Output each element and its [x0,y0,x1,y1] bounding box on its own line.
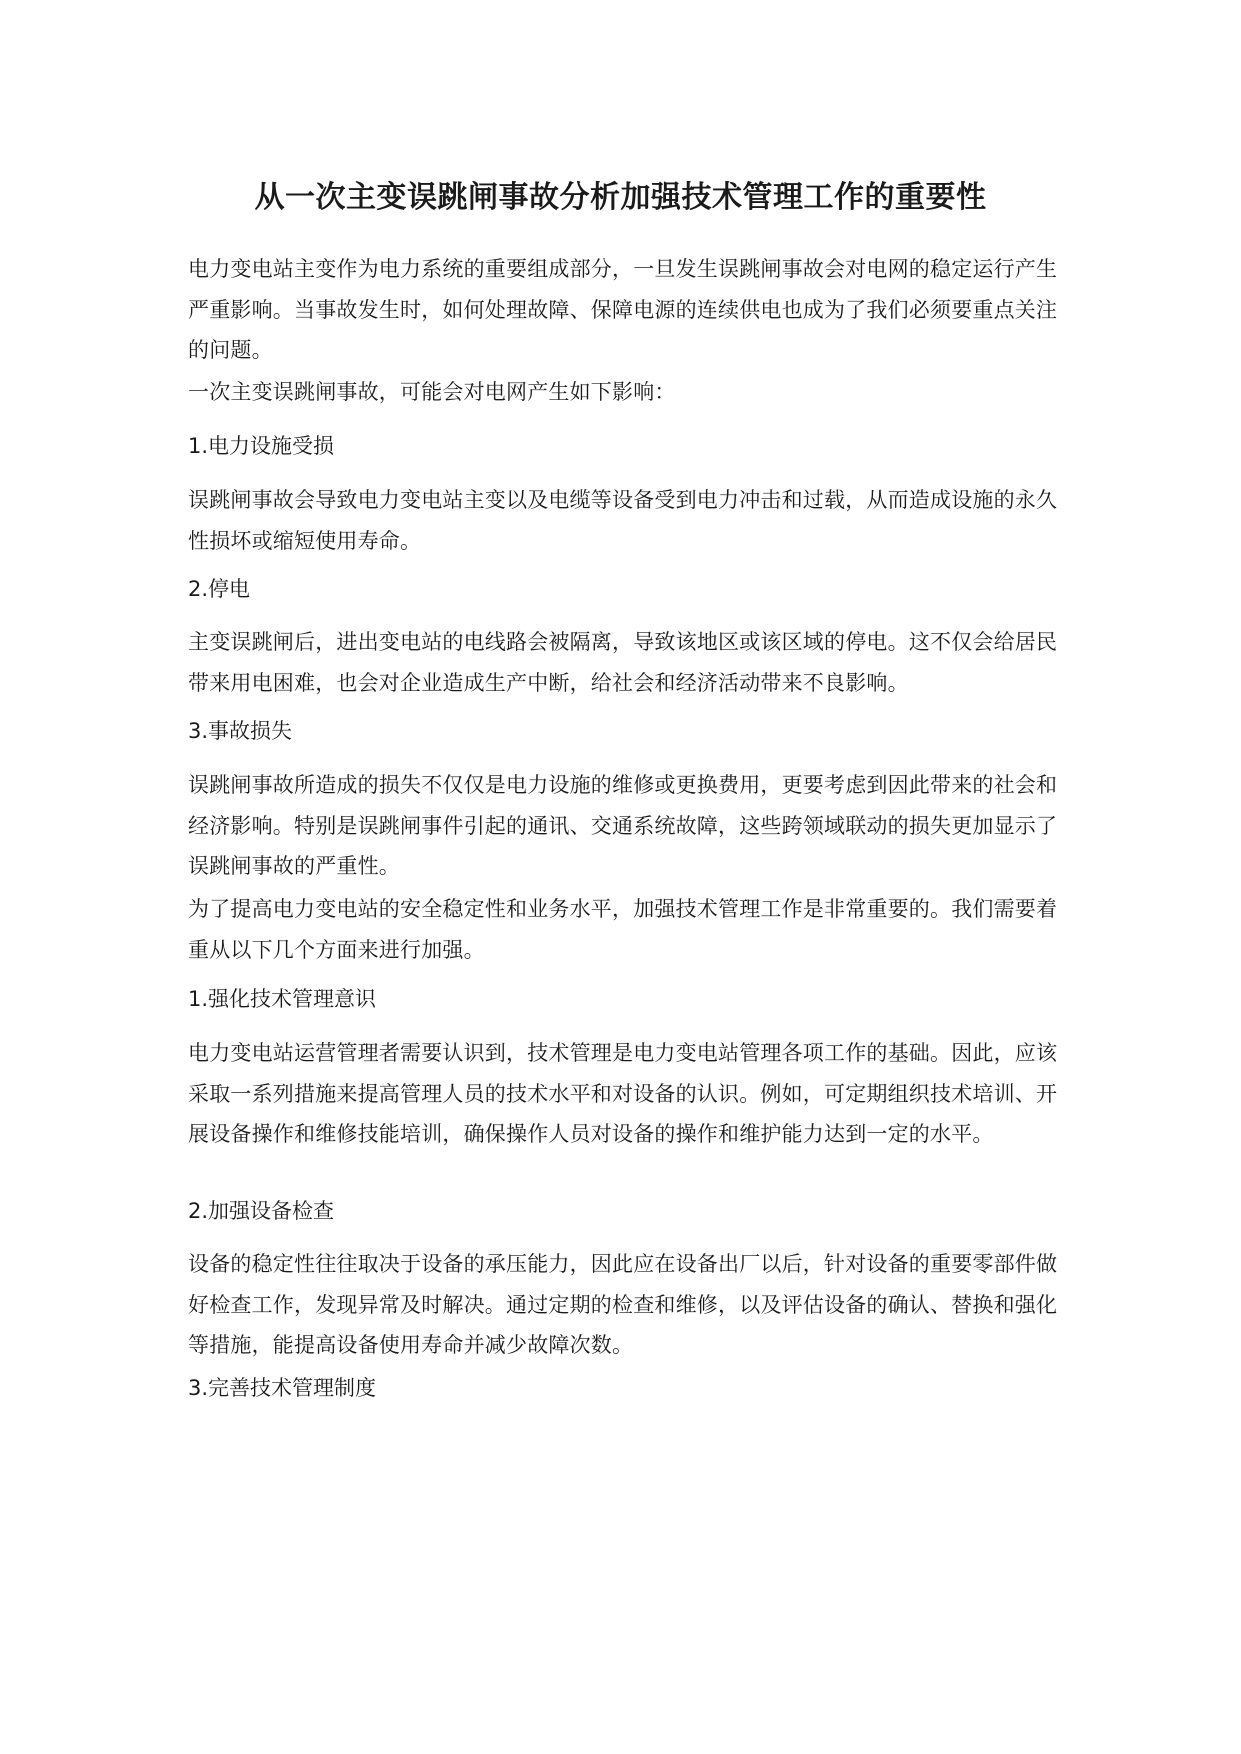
measures-lead-paragraph: 为了提高电力变电站的安全稳定性和业务水平，加强技术管理工作是非常重要的。我们需要着重从以下几个方面来进行加强。 [188,897,1058,962]
measure-paragraph-1: 电力变电站运营管理者需要认识到，技术管理是电力变电站管理各项工作的基础。因此，应该采取一系列措施来提高管理人员的技术水平和对设备的认识。例如，可定期组织技术培训、开展设备操作和维修技能培训，确保操作人员对设备的操作和维护能力达到一定的水平。 [188,1041,1058,1146]
impact-heading-2: 2.停电 [188,577,251,601]
impact-lead-paragraph: 一次主变误跳闸事故，可能会对电网产生如下影响： [188,380,676,404]
measure-heading-2: 2.加强设备检查 [188,1199,335,1223]
impact-heading-3: 3.事故损失 [188,719,293,743]
impact-paragraph-3: 误跳闸事故所造成的损失不仅仅是电力设施的维修或更换费用，更要考虑到因此带来的社会和经济影响。特别是误跳闸事件引起的通讯、交通系统故障，这些跨领域联动的损失更加显示了误跳闸事故的严重性。 [188,773,1058,878]
impact-paragraph-2: 主变误跳闸后，进出变电站的电线路会被隔离，导致该地区或该区域的停电。这不仅会给居民带来用电困难，也会对企业造成生产中断，给社会和经济活动带来不良影响。 [188,630,1058,695]
document-title: 从一次主变误跳闸事故分析加强技术管理工作的重要性 [254,180,987,215]
intro-paragraph: 电力变电站主变作为电力系统的重要组成部分，一旦发生误跳闸事故会对电网的稳定运行产生严重影响。当事故发生时，如何处理故障、保障电源的连续供电也成为了我们必须要重点关注的问题。 [188,257,1058,362]
measure-paragraph-2: 设备的稳定性往往取决于设备的承压能力，因此应在设备出厂以后，针对设备的重要零部件做好检查工作，发现异常及时解决。通过定期的检查和维修，以及评估设备的确认、替换和强化等措施，能提高设备使用寿命并减少故障次数。 [188,1252,1058,1357]
measure-heading-1: 1.强化技术管理意识 [188,987,377,1011]
impact-heading-1: 1.电力设施受损 [188,434,335,458]
measure-heading-3: 3.完善技术管理制度 [188,1376,377,1400]
impact-paragraph-1: 误跳闸事故会导致电力变电站主变以及电缆等设备受到电力冲击和过载，从而造成设施的永久性损坏或缩短使用寿命。 [188,488,1058,553]
